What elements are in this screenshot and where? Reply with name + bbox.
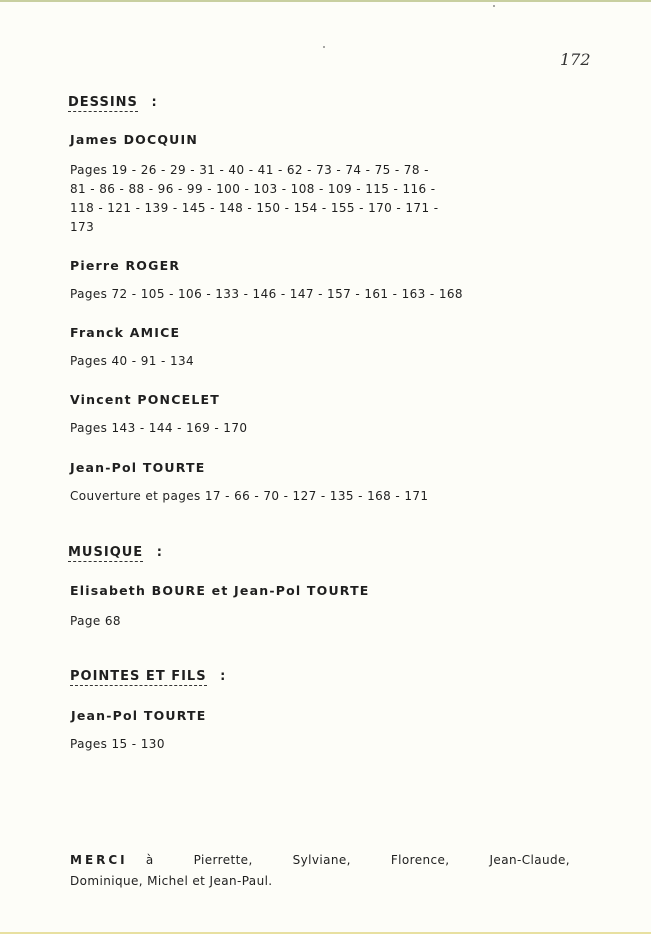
page-list-line: Couverture et pages 17 - 66 - 70 - 127 - 135 - 168 - 171	[70, 489, 429, 503]
section-heading-musique	[68, 545, 163, 560]
section-heading-dessins	[68, 95, 158, 110]
artist-name: James DOCQUIN	[70, 132, 199, 147]
section-heading-pointes-et-fils	[70, 669, 226, 684]
artist-name: Jean-Pol TOURTE	[70, 460, 206, 475]
thanked-name: Jean-Claude,	[489, 853, 570, 867]
page-list-line: Pages 19 - 26 - 29 - 31 - 40 - 41 - 62 - 73 - 74 - 75 - 78 -	[70, 163, 429, 177]
artist-name: Pierre ROGER	[70, 258, 181, 273]
thanked-name: Pierrette,	[193, 853, 253, 867]
paper-speck	[323, 46, 325, 48]
merci-word-a: à	[145, 853, 154, 867]
page-list-line: Pages 72 - 105 - 106 - 133 - 146 - 147 - 157 - 161 - 163 - 168	[70, 287, 463, 301]
artist-name: Vincent PONCELET	[70, 392, 220, 407]
paper-speck	[493, 5, 495, 7]
page-list-line: Pages 40 - 91 - 134	[70, 354, 195, 368]
section-title: POINTES ET FILS	[70, 669, 207, 684]
acknowledgements-line-2: Dominique, Michel et Jean-Paul.	[70, 874, 273, 888]
page-list-line: 118 - 121 - 139 - 145 - 148 - 150 - 154 - 155 - 170 - 171 -	[70, 201, 439, 215]
page-list-line: 81 - 86 - 88 - 96 - 99 - 100 - 103 - 108 - 109 - 115 - 116 -	[70, 182, 436, 196]
artist-name: Jean-Pol TOURTE	[71, 708, 207, 723]
page-number: 172	[560, 50, 591, 69]
merci-lead	[70, 850, 154, 871]
section-colon: :	[156, 545, 163, 560]
page-list-line: 173	[70, 220, 95, 234]
thanked-name: Florence,	[390, 853, 450, 867]
page-list-line: Page 68	[70, 614, 121, 628]
section-colon: :	[220, 669, 227, 684]
section-title: DESSINS	[68, 95, 138, 110]
merci-word: MERCI	[70, 853, 128, 867]
page-list-line: Pages 15 - 130	[70, 737, 165, 751]
page-list-line: Pages 143 - 144 - 169 - 170	[70, 421, 248, 435]
top-edge	[0, 0, 651, 2]
artist-name: Elisabeth BOURE et Jean-Pol TOURTE	[70, 583, 370, 598]
acknowledgements	[70, 850, 570, 892]
artist-name: Franck AMICE	[70, 325, 181, 340]
section-colon: :	[151, 95, 158, 110]
acknowledgements-line-1	[70, 850, 570, 871]
thanked-name: Sylviane,	[292, 853, 351, 867]
section-title: MUSIQUE	[68, 545, 144, 560]
